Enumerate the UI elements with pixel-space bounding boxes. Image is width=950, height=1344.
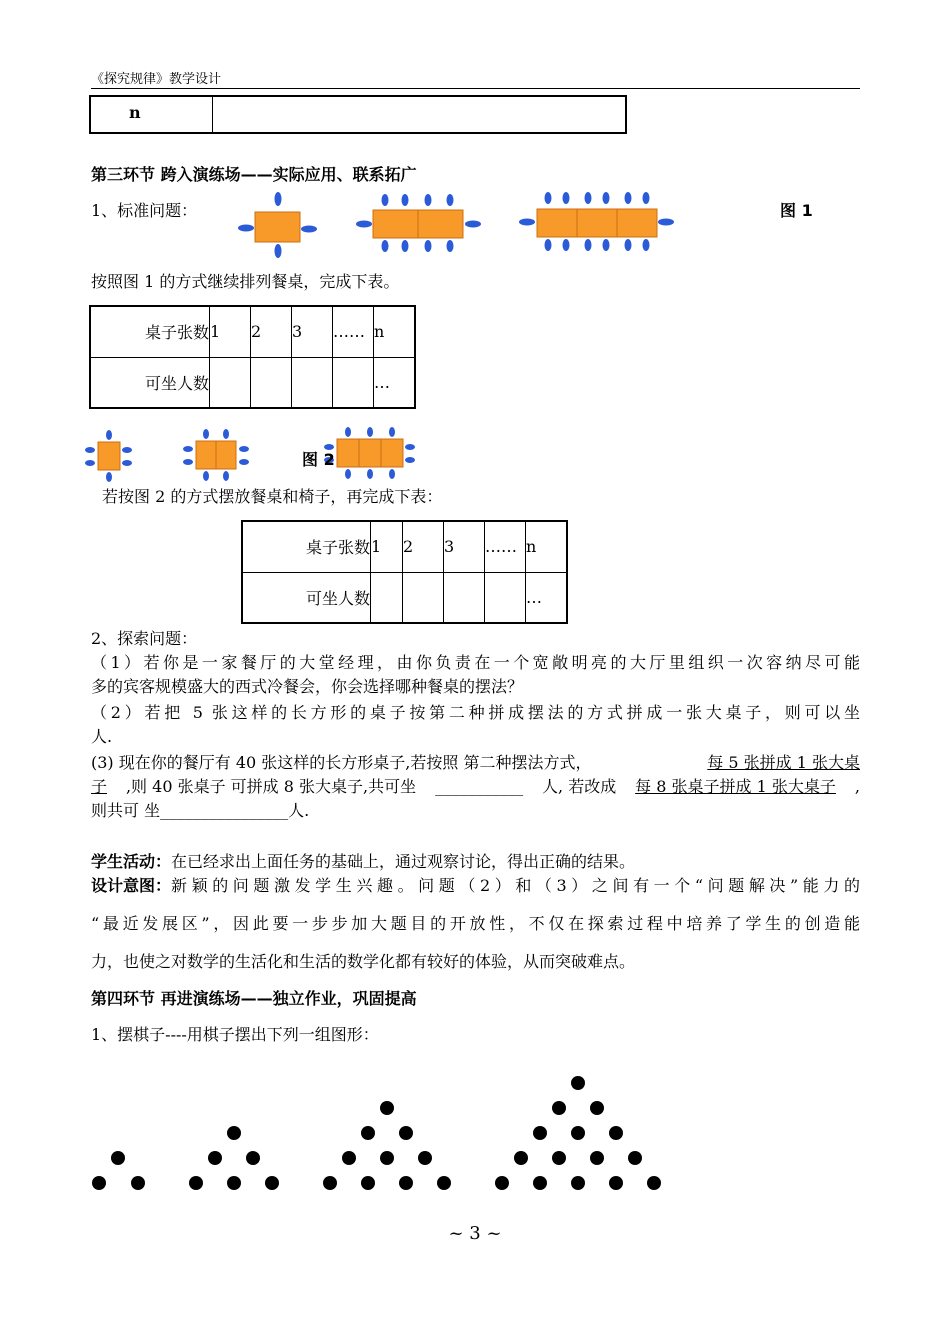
activity-text: 在已经求出上面任务的基础上，通过观察讨论，得出正确的结果。 — [171, 852, 636, 871]
triangle-4 — [495, 1076, 661, 1190]
figure2-label: 图 2 — [302, 450, 335, 469]
table1-header-cell: 桌子张数 — [90, 306, 210, 357]
q2-3-blank2: ________________ — [160, 801, 289, 820]
q2-3-part3: 人, 若改成 — [542, 777, 617, 796]
q2-3-part4: , — [854, 777, 860, 796]
table2-cell: …… — [485, 521, 526, 572]
top-table-label: n — [90, 96, 212, 133]
table2-cell: 2 — [403, 521, 444, 572]
q2-3-part6: 人. — [288, 801, 310, 820]
table1-header-cell: 可坐人数 — [90, 357, 210, 408]
triangle-2 — [189, 1126, 279, 1190]
q2-3-blank1: ___________ — [435, 777, 524, 796]
intent-line3: 力，也使之对数学的生活化和生活的数学化都有较好的体验，从而突破难点。 — [91, 952, 636, 971]
table2-cell: 3 — [444, 521, 485, 572]
q2-2-line2: 人. — [91, 727, 113, 746]
q2-3-underline1: 每 5 张拼成 1 张大桌 — [707, 753, 860, 772]
table1-cell: … — [374, 357, 416, 408]
q2-3-part1: (3) 现在你的餐厅有 40 张这样的长方形桌子,若按照 第二种摆法方式， — [91, 753, 592, 772]
page-number: ~ 3 ~ — [448, 1223, 502, 1244]
section3-heading: 第三环节 跨入演练场——实际应用、联系拓广 — [91, 165, 417, 184]
table2-cell: n — [526, 521, 568, 572]
section4-heading: 第四环节 再进演练场——独立作业，巩固提高 — [91, 989, 417, 1008]
table1-cell: n — [374, 306, 416, 357]
q2-3-part2: ,则 40 张桌子 可拼成 8 张大桌子,共可坐 — [125, 777, 417, 796]
figure1-label: 图 1 — [780, 201, 813, 220]
section4-q1: 1、摆棋子----用棋子摆出下列一组图形： — [91, 1025, 379, 1044]
q2-1-line2: 多的宾客规模盛大的西式冷餐会，你会选择哪种餐桌的摆法？ — [91, 677, 524, 696]
table2-header-cell: 桌子张数 — [242, 521, 371, 572]
q2-label: 2、探索问题： — [91, 629, 198, 648]
triangle-1 — [92, 1151, 145, 1190]
instruction1: 按照图 1 的方式继续排列餐桌，完成下表。 — [91, 272, 400, 291]
intent-label: 设计意图： — [91, 876, 172, 895]
table2-cell: … — [526, 572, 568, 623]
table1-cell: …… — [333, 306, 374, 357]
q2-3-underline2: 子 — [91, 777, 108, 796]
q2-2-line1: （2）若把 5 张这样的长方形的桌子按第二种拼成摆法的方式拼成一张大桌子，则可以坐 — [91, 703, 860, 722]
table1-cell: 3 — [292, 306, 333, 357]
q1-label: 1、标准问题： — [91, 201, 198, 220]
intent-line2: “最近发展区”，因此要一步步加大题目的开放性，不仅在探索过程中培养了学生的创造能 — [91, 914, 860, 933]
q2-3-underline3: 每 8 张桌子拼成 1 张大桌子 — [635, 777, 836, 796]
table1-cell: 2 — [251, 306, 292, 357]
table2-header-cell: 可坐人数 — [242, 572, 371, 623]
document-header: 《探究规律》教学设计 — [91, 72, 222, 87]
q2-3-part5: 则共可 坐 — [91, 801, 161, 820]
table1-cell: 1 — [210, 306, 251, 357]
table2-cell: 1 — [371, 521, 403, 572]
intent-line1: 新颖的问题激发学生兴趣。问题（2）和（3）之间有一个“问题解决”能力的 — [171, 876, 860, 895]
q2-1-line1: （1）若你是一家餐厅的大堂经理，由你负责在一个宽敞明亮的大厅里组织一次容纳尽可能 — [91, 653, 860, 672]
triangle-3 — [323, 1101, 451, 1190]
activity-label: 学生活动： — [91, 852, 172, 871]
instruction2: 若按图 2 的方式摆放餐桌和椅子，再完成下表： — [102, 487, 443, 506]
